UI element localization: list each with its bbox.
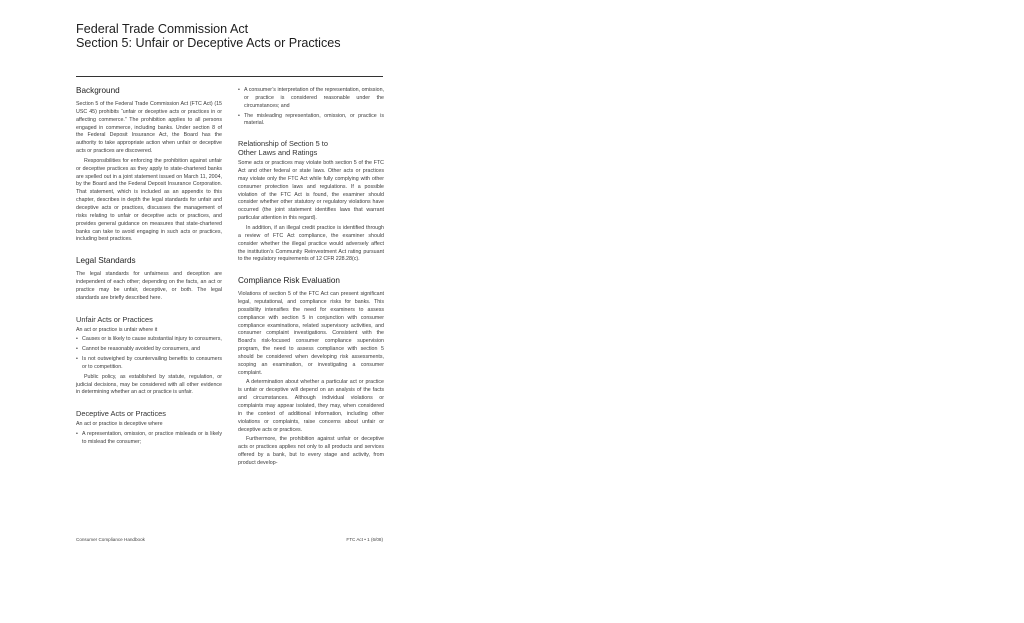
unfair-intro: An act or practice is unfair where it (76, 326, 158, 333)
legal-standards-paragraph: The legal standards for unfairness and deception are independent of each other; depending on the facts, an act or practice may be unfair, deceptive, or both. The legal standards are briefly described here. (76, 271, 222, 301)
footer-handbook-title: Consumer Compliance Handbook (76, 537, 145, 542)
footer-page-number: FTC Act • 1 (6/08) (346, 537, 383, 542)
compliance-risk-paragraph-3: Furthermore, the prohibition against unfair or deceptive acts or practices applies not only to all products and services offered by a bank, but to every stage and activity, from product develop- (238, 436, 384, 466)
relationship-paragraph-1: Some acts or practices may violate both section 5 of the FTC Act and other federal or state laws. Other acts or practices may violate only the FTC Act while fully complying with other consumer protection laws and regulations. If a possible violation of the FTC Act is found, the examiner should consider whether other statutory or regulatory violations have occurred (the joint statement identifies laws that warrant particular attention in this regard). (238, 160, 384, 222)
list-item: • Causes or is likely to cause substantial injury to consumers, (76, 336, 222, 344)
deceptive-criteria-list (76, 431, 222, 447)
unfair-acts-heading: Unfair Acts or Practices (76, 314, 153, 324)
legal-standards-heading: Legal Standards (76, 256, 136, 266)
deceptive-criteria-list-continued (238, 87, 384, 128)
list-item: • Is not outweighed by countervailing benefits to consumers or to competition. (76, 356, 222, 372)
list-item: • Cannot be reasonably avoided by consumers, and (76, 346, 222, 354)
document-title (76, 22, 396, 50)
title-line-1: Federal Trade Commission Act (76, 22, 249, 36)
background-paragraph-1: Section 5 of the Federal Trade Commission Act (FTC Act) (15 USC 45) prohibits “unfair or deceptive acts or practices in or affecting commerce.” The prohibition applies to all persons engaged in commerce, including banks. Under section 8 of the Federal Deposit Insurance Act, the Board has the authority to take appropriate action when unfair or deceptive acts or practices are discovered. (76, 101, 222, 155)
compliance-risk-paragraph-2: A determination about whether a particular act or practice is unfair or deceptive will depend on an analysis of the facts and circumstances. Although individual violations or complaints may appear isolated, they may, when considered in the context of additional information, including other violations or complaints, raise concerns about unfair or deceptive acts or practices. (238, 379, 384, 433)
list-item: • The misleading representation, omission, or practice is material. (238, 113, 384, 129)
background-heading: Background (76, 86, 120, 95)
relationship-heading-line-1: Relationship of Section 5 to (238, 139, 328, 149)
relationship-heading-line-2: Other Laws and Ratings (238, 148, 318, 158)
relationship-paragraph-2: In addition, if an illegal credit practice is identified through a review of FTC Act compliance, the examiner should consider whether the illegal practice would adversely affect the institution’s Community Reinvestment Act rating pursuant to the regulatory requirements of 12 CFR 228.28(c). (238, 224, 384, 263)
title-divider (76, 76, 383, 77)
compliance-risk-paragraph-1: Violations of section 5 of the FTC Act can present significant legal, reputational, and compliance risks for banks. This possibility intensifies the need for examiners to assess compliance with section 5 in conjunction with consumer compliance examinations, related supervisory activities, and consumer complaint investigations. Consistent with the Board’s risk-focused consumer compliance supervision program, the need to assess compliance with section 5 should be considered when developing risk assessments, scoping an examination, or investigating a consumer complaint. (238, 291, 384, 376)
right-column (238, 87, 384, 468)
background-paragraph-2: Responsibilities for enforcing the prohibition against unfair or deceptive practices as they apply to state-chartered banks are spelled out in a joint statement issued on March 11, 2004, by the Board and the Federal Deposit Insurance Corporation. That statement, which is included as an appendix to this chapter, describes in depth the legal standards for unfair and deceptive acts or practices, discusses the management of risks relating to unfair or deceptive acts or practices, and provides general guidance on measures that state-chartered banks can take to avoid engaging in such acts or practices, including best practices. (76, 157, 222, 243)
list-item: • A consumer’s interpretation of the representation, omission, or practice is considered reasonable under the circumstances; and (238, 87, 384, 111)
deceptive-acts-heading: Deceptive Acts or Practices (76, 409, 166, 419)
title-line-2: Section 5: Unfair or Deceptive Acts or Practices (76, 36, 341, 50)
public-policy-paragraph: Public policy, as established by statute, regulation, or judicial decisions, may be considered with all other evidence in determining whether an act or practice is unfair. (76, 373, 222, 396)
left-column (76, 86, 222, 447)
compliance-risk-heading: Compliance Risk Evaluation (238, 276, 340, 286)
unfair-criteria-list (76, 336, 222, 371)
list-item: • A representation, omission, or practice misleads or is likely to mislead the consumer; (76, 431, 222, 447)
deceptive-intro: An act or practice is deceptive where (76, 421, 163, 428)
